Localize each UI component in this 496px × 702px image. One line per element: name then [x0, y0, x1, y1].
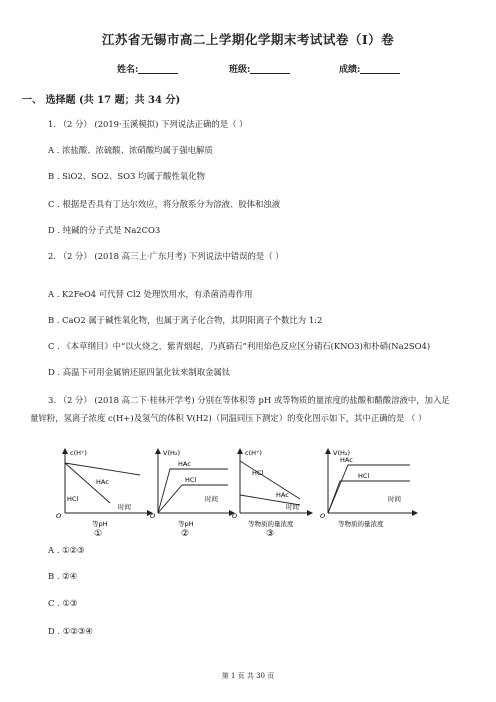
question-2-option-d[interactable]: D . 高温下可用金属钠还原四氯化钛来制取金属钛 [48, 367, 231, 377]
name-blank[interactable] [138, 64, 178, 74]
question-3-stem-line2: 量锌粉，氢离子浓度 c(H+)及氢气的体积 V(H2)（同温同压下测定）的变化图示如下，其中正确的是 （ ） [30, 413, 427, 423]
question-2-stem: 2. （2 分） (2018 高三上·广东月考) 下列说法中错误的是（ ） [48, 251, 284, 261]
class-field[interactable] [229, 62, 290, 75]
figure-2-number: ② [181, 529, 190, 539]
figure-2-series-b: HCl [185, 476, 197, 484]
exam-title: 江苏省无锡市高二上学期化学期末考试试卷（I）卷 [101, 32, 395, 47]
class-blank[interactable] [250, 64, 290, 74]
name-field[interactable] [117, 62, 178, 75]
question-1-option-c[interactable]: C . 根据是否具有丁达尔效应，将分散系分为溶液、胶体和浊液 [48, 199, 281, 209]
question-3-stem-line1: 3. （2 分） (2018 高二下·桂林开学考) 分别在等体积等 pH 或等物质的量浓度的盐酸和醋酸溶液中，加入足 [48, 395, 450, 405]
figure-1-caption: 等pH [92, 520, 108, 528]
figure-1 [56, 449, 150, 539]
figure-4-ylabel: V(H₂) [333, 449, 351, 457]
figure-3 [232, 449, 310, 539]
page-footer: 第 1 页 共 30 页 [221, 672, 275, 680]
svg-text:O: O [320, 512, 326, 520]
figure-4-time: 时间 [388, 495, 401, 503]
question-2-option-c[interactable]: C . 《本草纲目》中“以火烧之，紫青烟起，乃真硝石”利用焰色反应区分硝石(KNO3)和朴硝(Na2SO4) [48, 341, 431, 351]
question-1-option-b[interactable]: B . SiO2、SO2、SO3 均属于酸性氧化物 [48, 171, 206, 181]
figure-4-caption: 等物质的量浓度 [338, 520, 384, 528]
svg-text:O: O [232, 512, 238, 520]
name-label: 姓名: [117, 65, 139, 75]
figure-3-time: 时间 [286, 503, 299, 511]
figure-2 [150, 449, 232, 539]
section-heading: 一、 选择题 (共 17 题；共 34 分) [22, 95, 181, 106]
figure-2-caption: 等pH [178, 520, 194, 528]
figure-4-series-a: HAc [340, 456, 353, 464]
score-blank[interactable] [360, 64, 400, 74]
figure-2-time: 时间 [205, 495, 218, 503]
figure-1-number: ① [94, 529, 103, 539]
question-1-stem: 1. （2 分） (2019·玉溪模拟) 下列说法正确的是（ ） [48, 119, 248, 129]
figure-1-ylabel: c(H⁺) [70, 449, 87, 457]
figure-3-caption: 等物质的量浓度 [248, 520, 294, 528]
figure-3-ylabel: c(H⁺) [245, 449, 262, 457]
question-3-option-b[interactable]: B . ②④ [48, 571, 78, 581]
question-3-option-a[interactable]: A . ①②③ [48, 545, 85, 555]
figure-4 [320, 449, 415, 528]
figure-3-series-a: HCl [252, 469, 264, 477]
score-label: 成绩: [339, 65, 361, 75]
question-2-option-b[interactable]: B . CaO2 属于碱性氧化物，也属于离子化合物，其阴阳离子个数比为 1:2 [48, 315, 323, 325]
question-3-figures [0, 443, 496, 543]
figure-2-series-a: HAc [178, 460, 191, 468]
figure-3-number: ③ [266, 529, 275, 539]
figure-1-time: 时间 [118, 503, 131, 511]
question-3-option-d[interactable]: D . ①②③④ [48, 626, 93, 636]
svg-text:O: O [150, 512, 156, 520]
question-2-option-a[interactable]: A . K2FeO4 可代替 Cl2 处理饮用水，有杀菌消毒作用 [48, 289, 253, 299]
question-1-option-a[interactable]: A . 浓盐酸、浓硫酸、浓硝酸均属于强电解质 [48, 145, 213, 155]
figure-3-series-b: HAc [276, 491, 289, 499]
figure-3-hcl-line [240, 461, 300, 499]
question-3-option-c[interactable]: C . ①③ [48, 598, 78, 608]
svg-text:O: O [56, 512, 62, 520]
figure-1-series-a: HAc [96, 478, 109, 486]
score-field[interactable] [339, 62, 400, 75]
figure-2-ylabel: V(H₂) [163, 449, 181, 457]
question-1-option-d[interactable]: D . 纯碱的分子式是 Na2CO3 [48, 225, 161, 235]
figure-4-series-b: HCl [358, 472, 370, 480]
figure-1-series-b: HCl [67, 495, 79, 503]
class-label: 班级: [229, 65, 251, 75]
